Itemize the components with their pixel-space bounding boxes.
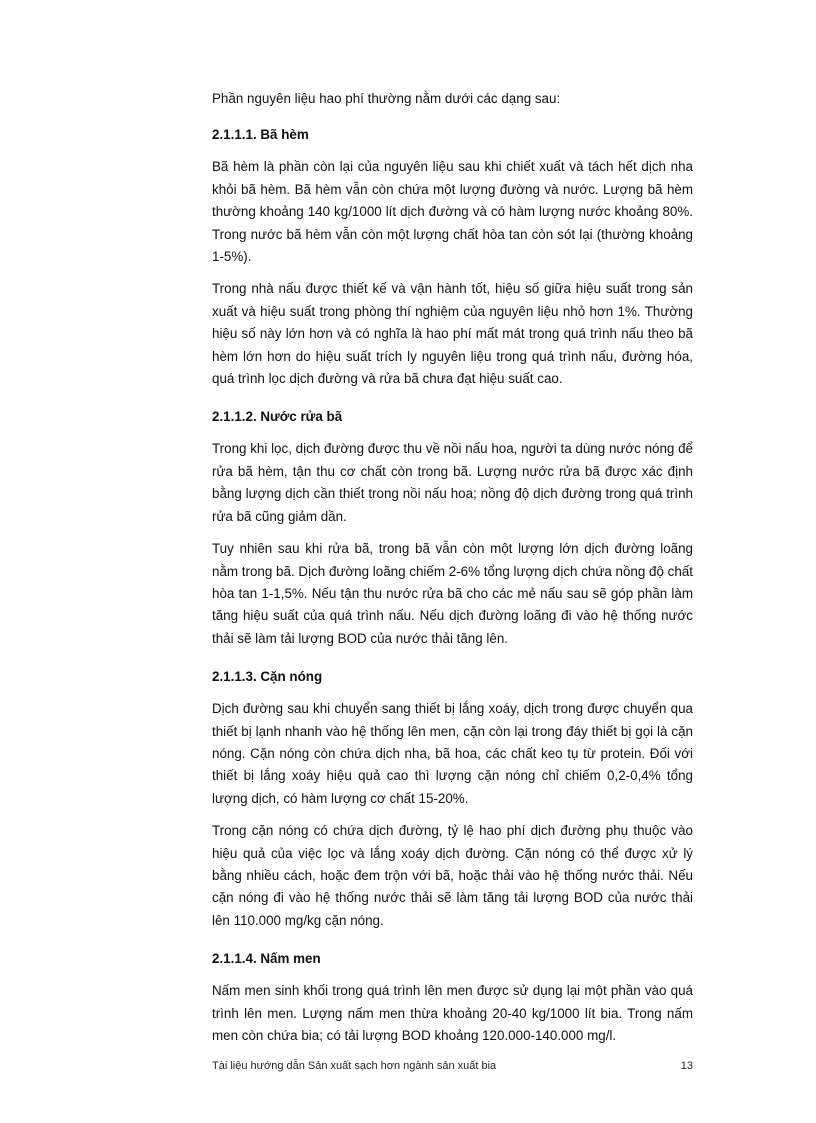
- paragraph: Trong cặn nóng có chứa dịch đường, tỷ lệ hao phí dịch đường phụ thuộc vào hiệu quả của việc lọc và lắng xoáy dịch đường. Cặn nóng có thể được xử lý bằng nhiều cách, hoặc đem trộn với bã, hoặc thải vào hệ thống nước thải. Nếu cặn nóng đi vào hệ thống nước thải sẽ làm tăng tải lượng BOD của nước thải lên 110.000 mg/kg cặn nóng.: [212, 823, 693, 928]
- footer-title: Tài liệu hướng dẫn Sản xuất sạch hơn ngành sản xuất bia: [212, 1060, 497, 1072]
- paragraph: Trong nhà nấu được thiết kế và vận hành tốt, hiệu số giữa hiệu suất trong sản xuất và hiệu suất trong phòng thí nghiệm của nguyên liệu nhỏ hơn 1%. Thường hiệu số này lớn hơn và có nghĩa là hao phí mất mát trong quá trình nấu theo bã hèm lớn hơn do hiệu suất trích ly nguyên liệu trong quá trình nấu, đường hóa, quá trình lọc dịch đường và rửa bã chưa đạt hiệu suất cao.: [212, 281, 693, 387]
- section-heading: 2.1.1.4. Nấm men: [212, 951, 321, 967]
- document-body: [212, 88, 693, 1063]
- paragraph: Dịch đường sau khi chuyển sang thiết bị lắng xoáy, dịch trong được chuyển qua thiết bị lạnh nhanh vào hệ thống lên men, cặn còn lại trong đáy thiết bị gọi là cặn nóng. Cặn nóng còn chứa dịch nha, bã hoa, các chất keo tụ từ protein. Đối với thiết bị lắng xoáy hiệu quả cao thì lượng cặn nóng chỉ chiếm 0,2-0,4% tổng lượng dịch, có hàm lượng cơ chất 15-20%.: [212, 701, 693, 806]
- section-can-nong: [212, 666, 693, 932]
- section-heading: 2.1.1.2. Nước rửa bã: [212, 409, 343, 425]
- paragraph: Bã hèm là phần còn lại của nguyên liệu sau khi chiết xuất và tách hết dịch nha khỏi bã hèm. Bã hèm vẫn còn chứa một lượng đường và nước. Lượng bã hèm thường khoảng 140 kg/1000 lít dịch đường và có hàm lượng nước khoảng 80%. Trong nước bã hèm vẫn còn một lượng chất hòa tan còn sót lại (thường khoảng 1-5%).: [212, 159, 693, 265]
- paragraph: Tuy nhiên sau khi rửa bã, trong bã vẫn còn một lượng lớn dịch đường loãng nằm trong bã. Dịch đường loãng chiếm 2-6% tổng lượng dịch chứa nồng độ chất hòa tan 1-1,5%. Nếu tận thu nước rửa bã cho các mẻ nấu sau sẽ góp phần làm tăng hiệu suất của quá trình nấu. Nếu dịch đường loãng đi vào hệ thống nước thải sẽ làm tải lượng BOD của nước thải tăng lên.: [212, 541, 693, 646]
- section-heading: 2.1.1.3. Cặn nóng: [212, 669, 323, 685]
- page-number: 13: [680, 1060, 693, 1072]
- section-nam-men: [212, 948, 693, 1047]
- paragraph: Trong khi lọc, dịch đường được thu về nồi nấu hoa, người ta dùng nước nóng để rửa bã hèm, tận thu cơ chất còn trong bã. Lượng nước rửa bã được xác định bằng lượng dịch cần thiết trong nồi nấu hoa; nồng độ dịch đường trong quá trình rửa bã cũng giảm dần.: [212, 441, 693, 524]
- section-heading: 2.1.1.1. Bã hèm: [212, 127, 309, 143]
- section-nuoc-rua-ba: [212, 406, 693, 650]
- paragraph: Nấm men sinh khối trong quá trình lên men được sử dụng lại một phần vào quá trình lên men. Lượng nấm men thừa khoảng 20-40 kg/1000 lít bia. Trong nấm men còn chứa bia; có tải lượng BOD khoảng 120.000-140.000 mg/l.: [212, 983, 693, 1043]
- section-ba-hem: [212, 124, 693, 390]
- intro-paragraph: Phần nguyên liệu hao phí thường nằm dưới các dạng sau:: [212, 91, 561, 106]
